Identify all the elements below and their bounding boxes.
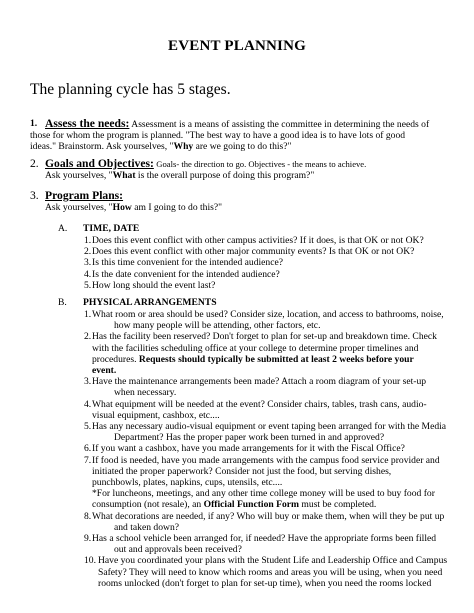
list-item: 2. Does this event conflict with other major community events? Is that OK or not OK? — [84, 246, 415, 258]
stage-number: 1. — [30, 118, 38, 129]
section-letter: B. — [58, 297, 67, 308]
page-title: EVENT PLANNING — [168, 38, 306, 54]
list-item: 5. Has any necessary audio-visual equipment or event taping been arranged for with the Media Department? Has the proper paper work been turned in and approved? — [84, 421, 447, 444]
list-item: 8. What decorations are needed, if any? Who will buy or make them, when will they be put up and taken down? — [84, 510, 445, 533]
stage-2 — [30, 158, 460, 181]
list-item: 10. Have you coordinated your plans with the Student Life and Leadership Office and Campus Safety? They will need to know which rooms and areas you will be using, when you need rooms unlocked (don't forget to plan for set-up time), when you need the rooms locked — [84, 555, 448, 589]
list-item: 7. If food is needed, have you made arrangements with the campus food service provider and initiated the proper paperwork? Consider not just the food, but serving dishes, punchbowls, plates, napkins, cups, utensils, etc.... *For luncheons, meetings, and any other time college money will be used to buy food for consumption (not resale), an Official Function Form must be completed. — [84, 454, 440, 511]
stage-text-line: Ask yourselves, "How am I going to do this?" — [45, 202, 223, 214]
section-heading: TIME, DATE — [83, 223, 140, 234]
section-b-header — [58, 297, 468, 308]
stage-text: Assessment is a means of assisting the committee in determining the needs of — [131, 119, 430, 130]
section-a-list — [84, 235, 464, 291]
stage-text: Goals- the direction to go. Objectives - the means to achieve. — [156, 159, 367, 169]
stage-heading: Assess the needs: — [45, 117, 130, 130]
list-item: 4. Is the date convenient for the intended audience? — [84, 268, 280, 280]
stage-3 — [30, 190, 460, 213]
list-item: 2. Has the facility been reserved? Don't forget to plan for set-up and breakdown time. Check with the facilities scheduling office at your college to determine proper timelines and procedures. Requests should typically be submitted at least 2 weeks before your event. — [84, 331, 437, 377]
intro-text: The planning cycle has 5 stages. — [30, 81, 231, 98]
stage-number: 2. — [30, 157, 39, 170]
stage-text-line: Ask yourselves, "What is the overall purpose of doing this program?" — [45, 170, 315, 182]
stage-text-line: ideas." Brainstorm. Ask yourselves, "Why are we going to do this?" — [30, 141, 292, 153]
list-item: 3. Is this time convenient for the intended audience? — [84, 257, 284, 269]
list-item: 5. How long should the event last? — [84, 279, 216, 291]
section-letter: A. — [58, 223, 68, 234]
list-item: 9. Has a school vehicle been arranged for, if needed? Have the appropriate forms been filled out and approvals been received? — [84, 533, 437, 556]
list-item: 3. Have the maintenance arrangements been made? Attach a room diagram of your set-up when necessary. — [84, 376, 427, 399]
list-item: 6. If you want a cashbox, have you made arrangements for it with the Fiscal Office? — [84, 443, 405, 455]
section-heading: PHYSICAL ARRANGEMENTS — [83, 297, 217, 308]
list-item: 1. What room or area should be used? Consider size, location, and access to bathrooms, noise, how many people will be attending, other factors, etc. — [84, 309, 444, 332]
stage-heading: Goals and Objectives: — [45, 157, 154, 170]
list-item: 4. What equipment will be needed at the event? Consider chairs, tables, trash cans, audio- visual equipment, cashbox, etc.... — [84, 398, 427, 421]
stage-1 — [30, 118, 460, 153]
list-item: 1. Does this event conflict with other campus activities? If it does, is that OK or not OK? — [84, 235, 424, 246]
stage-heading: Program Plans: — [45, 189, 124, 202]
stage-number: 3. — [30, 189, 39, 202]
section-b-list — [84, 309, 464, 589]
stage-text-line: those for whom the program is planned. "The best way to have a good idea is to have lots of good — [30, 130, 406, 142]
section-a-header — [58, 223, 468, 234]
